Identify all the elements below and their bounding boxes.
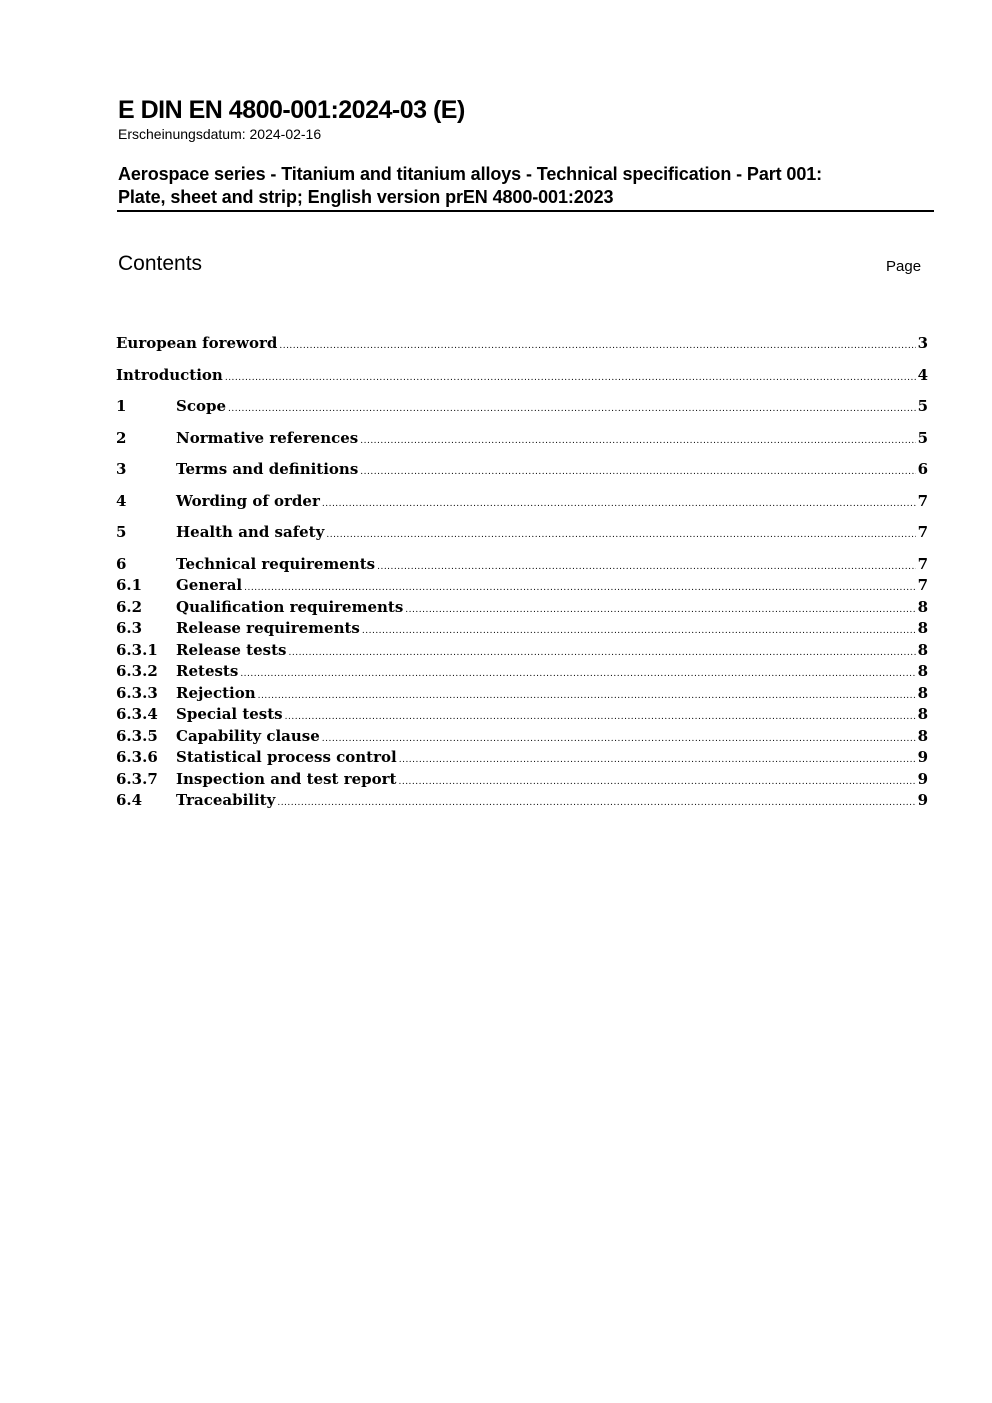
toc-entry[interactable] [116, 726, 928, 746]
toc-entry-title: Wording of order [176, 492, 320, 510]
page-column-heading: Page [886, 258, 922, 275]
toc-entry-title: Health and safety [176, 523, 325, 541]
toc-entry-number: 6 [116, 555, 127, 573]
toc-entry-title: Traceability [176, 791, 276, 809]
toc-entry-page: 8 [917, 619, 928, 637]
toc-leader-dots [279, 336, 915, 353]
toc-entry[interactable] [116, 333, 928, 353]
toc-leader-dots [322, 729, 916, 746]
toc-entry-page: 4 [917, 366, 928, 384]
toc-entry-number: 6.3.7 [116, 770, 158, 788]
toc-entry-title: General [176, 576, 243, 594]
title-divider [117, 210, 934, 212]
toc-entry-page: 9 [917, 791, 928, 809]
toc-entry[interactable] [116, 683, 928, 703]
toc-entry-page: 5 [917, 397, 928, 415]
toc-entry-title: Scope [176, 397, 227, 415]
toc-entry-title: Terms and definitions [176, 460, 359, 478]
toc-entry[interactable] [116, 365, 928, 385]
toc-entry-title: Rejection [176, 684, 256, 702]
toc-entry-title: Statistical process control [176, 748, 397, 766]
toc-entry-number: 6.3.1 [116, 641, 158, 659]
toc-entry-title: Qualification requirements [176, 598, 404, 616]
toc-entry-title: Release tests [176, 641, 287, 659]
toc-entry-number: 6.1 [116, 576, 143, 594]
toc-entry-page: 6 [917, 460, 928, 478]
document-title-line-1: Aerospace series - Titanium and titanium alloys - Technical specification - Part 001: [118, 164, 823, 184]
toc-leader-dots [360, 462, 915, 479]
toc-entry-title: Capability clause [176, 727, 320, 745]
toc-entry[interactable] [116, 428, 928, 448]
publication-date: Erscheinungsdatum: 2024-02-16 [118, 126, 322, 142]
toc-entry[interactable] [116, 661, 928, 681]
toc-leader-dots [285, 707, 916, 724]
toc-entry-page: 9 [917, 770, 928, 788]
toc-leader-dots [360, 431, 915, 448]
toc-entry-page: 8 [917, 598, 928, 616]
toc-entry[interactable] [116, 491, 928, 511]
toc-entry-title: Special tests [176, 705, 283, 723]
toc-entry-number: 1 [116, 397, 127, 415]
toc-leader-dots [277, 793, 915, 810]
toc-leader-dots [405, 600, 915, 617]
toc-entry[interactable] [116, 396, 928, 416]
toc-leader-dots [398, 772, 915, 789]
toc-entry-page: 8 [917, 662, 928, 680]
toc-entry[interactable] [116, 575, 928, 595]
toc-entry-number: 6.2 [116, 598, 143, 616]
toc-leader-dots [244, 578, 915, 595]
toc-leader-dots [326, 525, 915, 542]
toc-entry-page: 8 [917, 641, 928, 659]
contents-heading: Contents [118, 252, 203, 275]
toc-entry-number: 5 [116, 523, 127, 541]
toc-entry-number: 6.3.2 [116, 662, 158, 680]
document-id: E DIN EN 4800-001:2024-03 (E) [118, 96, 465, 124]
toc-entry[interactable] [116, 704, 928, 724]
toc-leader-dots [228, 399, 916, 416]
toc-entry[interactable] [116, 640, 928, 660]
toc-entry[interactable] [116, 459, 928, 479]
toc-entry-page: 7 [917, 492, 928, 510]
toc-leader-dots [288, 643, 915, 660]
toc-entry-title: Technical requirements [176, 555, 376, 573]
toc-entry-number: 3 [116, 460, 127, 478]
toc-leader-dots [362, 621, 916, 638]
toc-leader-dots [240, 664, 915, 681]
toc-entry-number: 4 [116, 492, 127, 510]
toc-entry-page: 7 [917, 523, 928, 541]
toc-entry[interactable] [116, 618, 928, 638]
toc-entry-number: 6.4 [116, 791, 143, 809]
toc-entry-page: 7 [917, 576, 928, 594]
document-title-line-2: Plate, sheet and strip; English version prEN 4800-001:2023 [118, 187, 614, 207]
toc-entry-title: Inspection and test report [176, 770, 397, 788]
toc-leader-dots [258, 686, 916, 703]
toc-entry-number: 6.3.5 [116, 727, 158, 745]
toc-entry-title: Release requirements [176, 619, 360, 637]
toc-entry-page: 7 [917, 555, 928, 573]
toc-entry-page: 9 [917, 748, 928, 766]
toc-entry[interactable] [116, 554, 928, 574]
toc-entry-page: 8 [917, 705, 928, 723]
toc-entry-number: 6.3 [116, 619, 143, 637]
toc-entry-page: 3 [917, 334, 928, 352]
toc-entry-number: 2 [116, 429, 127, 447]
toc-entry-page: 5 [917, 429, 928, 447]
toc-entry-number: 6.3.6 [116, 748, 158, 766]
toc-entry[interactable] [116, 597, 928, 617]
toc-leader-dots [225, 368, 916, 385]
toc-entry[interactable] [116, 522, 928, 542]
toc-entry[interactable] [116, 790, 928, 810]
toc-entry-page: 8 [917, 684, 928, 702]
toc-leader-dots [377, 557, 915, 574]
toc-entry-number: 6.3.4 [116, 705, 158, 723]
toc-entry-title: Retests [176, 662, 239, 680]
toc-entry[interactable] [116, 747, 928, 767]
toc-entry-title: Normative references [176, 429, 359, 447]
document-title [118, 163, 933, 209]
toc-entry-title: European foreword [116, 334, 278, 352]
toc-entry[interactable] [116, 769, 928, 789]
toc-entry-page: 8 [917, 727, 928, 745]
toc-entry-number: 6.3.3 [116, 684, 158, 702]
toc-leader-dots [322, 494, 916, 511]
toc-leader-dots [399, 750, 916, 767]
toc-entry-title: Introduction [116, 366, 223, 384]
